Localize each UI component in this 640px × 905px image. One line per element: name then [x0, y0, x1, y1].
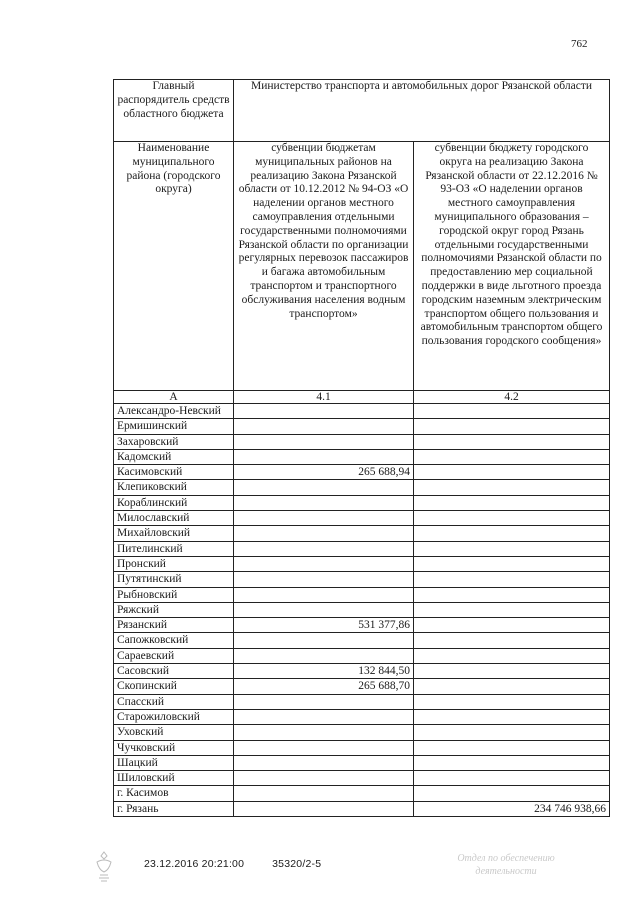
table-row [114, 648, 610, 663]
index-4-1: 4.1 [234, 391, 414, 404]
value-4-1 [234, 771, 414, 786]
table-row [114, 633, 610, 648]
value-4-2 [414, 633, 610, 648]
municipality-name: Пронский [114, 556, 234, 571]
value-4-2 [414, 434, 610, 449]
value-4-1: 265 688,70 [234, 679, 414, 694]
municipality-name: Кадомский [114, 449, 234, 464]
value-4-1 [234, 495, 414, 510]
table-row [114, 771, 610, 786]
value-4-2 [414, 541, 610, 556]
table-row [114, 740, 610, 755]
municipality-name: Спасский [114, 694, 234, 709]
value-4-1 [234, 801, 414, 816]
municipality-name: Путятинский [114, 572, 234, 587]
value-4-1 [234, 511, 414, 526]
value-4-1 [234, 541, 414, 556]
table-row [114, 664, 610, 679]
value-4-1 [234, 602, 414, 617]
value-4-2 [414, 465, 610, 480]
value-4-1 [234, 587, 414, 602]
table-row [114, 602, 610, 617]
value-4-2 [414, 664, 610, 679]
municipality-name: г. Рязань [114, 801, 234, 816]
value-4-1 [234, 419, 414, 434]
table-row [114, 419, 610, 434]
value-4-1 [234, 434, 414, 449]
municipality-name: Сапожковский [114, 633, 234, 648]
index-a: А [114, 391, 234, 404]
value-4-2 [414, 572, 610, 587]
table-row [114, 434, 610, 449]
municipality-name: Рязанский [114, 618, 234, 633]
value-4-1 [234, 694, 414, 709]
table-row [114, 480, 610, 495]
value-4-2 [414, 480, 610, 495]
municipality-name: Чучковский [114, 740, 234, 755]
value-4-1 [234, 526, 414, 541]
value-4-1 [234, 648, 414, 663]
value-4-1 [234, 709, 414, 724]
emblem-icon [92, 850, 116, 884]
table-row [114, 526, 610, 541]
value-4-2 [414, 404, 610, 419]
value-4-2 [414, 587, 610, 602]
municipality-name: г. Касимов [114, 786, 234, 801]
table-row [114, 725, 610, 740]
municipality-name: Скопинский [114, 679, 234, 694]
table-row [114, 587, 610, 602]
municipality-name: Уховский [114, 725, 234, 740]
value-4-1 [234, 786, 414, 801]
municipality-name: Сасовский [114, 664, 234, 679]
value-4-2 [414, 419, 610, 434]
value-4-1 [234, 633, 414, 648]
municipality-name: Шиловский [114, 771, 234, 786]
municipality-name: Сараевский [114, 648, 234, 663]
index-row [114, 391, 610, 404]
header-row-columns [114, 142, 610, 391]
footer-doc-code: 35320/2-5 [272, 858, 322, 870]
footer-timestamp: 23.12.2016 20:21:00 [144, 858, 245, 870]
table-row [114, 618, 610, 633]
municipality-name: Александро-Невский [114, 404, 234, 419]
municipality-name: Захаровский [114, 434, 234, 449]
table-row [114, 801, 610, 816]
municipality-name: Шацкий [114, 755, 234, 770]
value-4-1 [234, 572, 414, 587]
value-4-2 [414, 526, 610, 541]
table-row [114, 786, 610, 801]
table-row [114, 679, 610, 694]
distributor-value: Министерство транспорта и автомобильных дорог Рязанской области [234, 80, 610, 142]
value-4-2 [414, 694, 610, 709]
municipality-name: Касимовский [114, 465, 234, 480]
value-4-2 [414, 679, 610, 694]
table-row [114, 404, 610, 419]
column-4-2-description: субвенции бюджету городского округа на реализацию Закона Рязанской области от 22.12.2016 № 93-ОЗ «О наделении органов местного самоуправления муниципального образования – городской округ город Рязань отдельными государственными полномочиями Рязанской области по предоставлению мер социальной поддержки в виде льготного проезда городским наземным электрическим транспортом общего пользования и автомобильным транспортом общего пользования городского сообщения» [414, 142, 610, 391]
value-4-2 [414, 449, 610, 464]
municipality-name: Старожиловский [114, 709, 234, 724]
municipality-name: Милославский [114, 511, 234, 526]
value-4-2 [414, 786, 610, 801]
page-number: 762 [571, 38, 588, 50]
value-4-2 [414, 740, 610, 755]
value-4-2 [414, 495, 610, 510]
value-4-2 [414, 511, 610, 526]
value-4-1 [234, 755, 414, 770]
value-4-1: 132 844,50 [234, 664, 414, 679]
municipality-name: Михайловский [114, 526, 234, 541]
table-row [114, 755, 610, 770]
value-4-2 [414, 602, 610, 617]
value-4-2: 234 746 938,66 [414, 801, 610, 816]
value-4-1 [234, 740, 414, 755]
header-row-distributor [114, 80, 610, 142]
value-4-2 [414, 771, 610, 786]
footer-meta [144, 858, 321, 870]
table-row [114, 572, 610, 587]
table-row [114, 511, 610, 526]
table-row [114, 495, 610, 510]
table-row [114, 541, 610, 556]
value-4-1 [234, 404, 414, 419]
value-4-2 [414, 725, 610, 740]
municipality-name: Ермишинский [114, 419, 234, 434]
value-4-1 [234, 556, 414, 571]
index-4-2: 4.2 [414, 391, 610, 404]
budget-table [113, 79, 610, 817]
table-row [114, 556, 610, 571]
label-distributor: Главный распорядитель средств областного бюджета [114, 80, 234, 142]
label-municipality: Наименование муниципального района (городского округа) [114, 142, 234, 391]
value-4-1 [234, 725, 414, 740]
municipality-name: Пителинский [114, 541, 234, 556]
value-4-1 [234, 480, 414, 495]
municipality-name: Ряжский [114, 602, 234, 617]
table-row [114, 694, 610, 709]
footer-stamp: Отдел по обеспечению деятельности [457, 853, 555, 877]
value-4-1: 531 377,86 [234, 618, 414, 633]
table-row [114, 465, 610, 480]
value-4-2 [414, 755, 610, 770]
value-4-2 [414, 709, 610, 724]
municipality-name: Кораблинский [114, 495, 234, 510]
value-4-1: 265 688,94 [234, 465, 414, 480]
table-row [114, 449, 610, 464]
table-row [114, 709, 610, 724]
value-4-2 [414, 618, 610, 633]
value-4-2 [414, 648, 610, 663]
value-4-2 [414, 556, 610, 571]
municipality-name: Клепиковский [114, 480, 234, 495]
municipality-name: Рыбновский [114, 587, 234, 602]
value-4-1 [234, 449, 414, 464]
column-4-1-description: субвенции бюджетам муниципальных районов на реализацию Закона Рязанской области от 10.12.2012 № 94-ОЗ «О наделении органов местного самоуправления отдельными государственными полномочиями Рязанской области по организации регулярных перевозок пассажиров и багажа автомобильным транспортом и транспортного обслуживания населения водным транспортом» [234, 142, 414, 391]
